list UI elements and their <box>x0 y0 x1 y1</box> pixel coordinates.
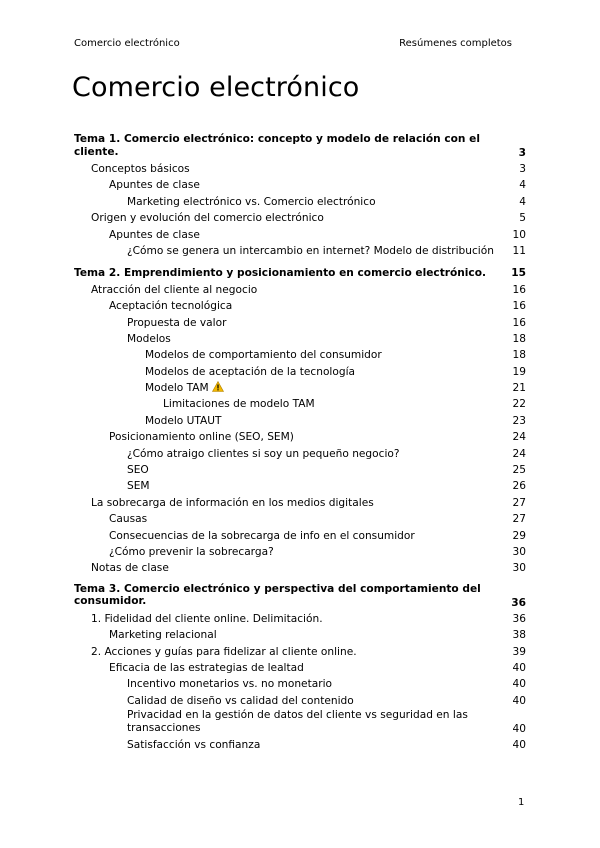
toc-entry-label: Modelos <box>127 332 171 345</box>
toc-entry-label: Causas <box>109 513 148 526</box>
toc-entry[interactable] <box>74 210 526 226</box>
toc-entry-page: 39 <box>512 645 526 658</box>
toc-entry-page: 40 <box>512 661 526 674</box>
toc-entry[interactable] <box>74 282 526 298</box>
toc-entry[interactable] <box>74 396 526 412</box>
toc-entry-label: Privacidad en la gestión de datos del cliente vs seguridad en las transacciones <box>127 709 468 735</box>
toc-entry-label: Marketing relacional <box>109 629 217 642</box>
toc-entry-label: Apuntes de clase <box>109 179 200 192</box>
toc-entry[interactable] <box>74 446 526 462</box>
toc-entry[interactable] <box>74 737 526 753</box>
toc-chapter-entry[interactable] <box>74 265 526 281</box>
toc-entry-label: Consecuencias de la sobrecarga de info en el consumidor <box>109 529 415 542</box>
toc-entry-page: 18 <box>512 349 526 362</box>
toc-entry-page: 4 <box>519 195 526 208</box>
toc-entry-page: 30 <box>512 545 526 558</box>
toc-entry-page: 29 <box>512 529 526 542</box>
toc-entry-label: Modelo UTAUT <box>145 414 222 427</box>
toc-entry[interactable] <box>74 331 526 347</box>
toc-entry-page: 30 <box>512 562 526 575</box>
toc-entry-page: 25 <box>512 464 526 477</box>
toc-entry[interactable] <box>74 194 526 210</box>
toc-entry-page: 3 <box>519 163 526 175</box>
toc-entry-page: 15 <box>511 267 526 280</box>
toc-chapter-entry[interactable] <box>74 133 526 161</box>
toc-entry-page: 5 <box>519 212 526 225</box>
toc-entry-page: 18 <box>512 332 526 345</box>
toc-entry-page: 40 <box>512 694 526 707</box>
toc-entry[interactable] <box>74 298 526 314</box>
toc-entry-page: 22 <box>512 398 526 411</box>
toc-entry[interactable] <box>74 693 526 709</box>
toc-entry-page: 3 <box>518 147 526 159</box>
toc-entry[interactable] <box>74 243 526 259</box>
toc-entry-page: 23 <box>512 414 526 427</box>
warning-icon <box>212 381 224 392</box>
toc-entry-label: Calidad de diseño vs calidad del contenido <box>127 694 354 707</box>
toc-entry-page: 16 <box>512 300 526 313</box>
toc-entry[interactable] <box>74 364 526 380</box>
toc-entry[interactable] <box>74 644 526 660</box>
toc-entry-label: ¿Cómo prevenir la sobrecarga? <box>109 545 274 558</box>
toc-entry[interactable] <box>74 227 526 243</box>
toc-entry-page: 16 <box>512 316 526 329</box>
toc-entry-label: Incentivo monetarios vs. no monetario <box>127 678 333 691</box>
toc-entry-page: 21 <box>512 382 526 395</box>
toc-entry-page: 40 <box>512 723 526 736</box>
toc-entry-page: 27 <box>512 496 526 509</box>
toc-entry-label: SEO <box>127 464 149 477</box>
toc-entry[interactable] <box>74 709 526 737</box>
toc-entry[interactable] <box>74 177 526 193</box>
toc-entry[interactable] <box>74 315 526 331</box>
toc-entry-label: Modelos de comportamiento del consumidor <box>145 349 382 362</box>
toc-entry[interactable] <box>74 511 526 527</box>
page-number: 1 <box>518 797 525 808</box>
toc-entry-page: 40 <box>512 678 526 691</box>
toc-entry[interactable] <box>74 161 526 177</box>
toc-entry[interactable] <box>74 495 526 511</box>
toc-entry[interactable] <box>74 413 526 429</box>
toc-entry-page: 38 <box>512 629 526 642</box>
toc-entry-label: Modelo TAM <box>145 380 224 396</box>
toc-entry-page: 24 <box>512 431 526 444</box>
toc-entry-label: Marketing electrónico vs. Comercio electrónico <box>127 195 376 208</box>
toc-entry-label: Atracción del cliente al negocio <box>91 283 258 296</box>
toc-entry[interactable] <box>74 478 526 494</box>
toc-entry[interactable] <box>74 560 526 576</box>
toc-entry[interactable] <box>74 380 526 396</box>
toc-entry-page: 19 <box>512 365 526 378</box>
toc-entry[interactable] <box>74 429 526 445</box>
toc-entry-page: 36 <box>512 612 526 625</box>
toc-entry[interactable] <box>74 528 526 544</box>
table-of-contents <box>74 133 526 754</box>
document-title: Comercio electrónico <box>72 72 360 103</box>
toc-entry-page: 40 <box>512 739 526 752</box>
toc-entry-label: Tema 2. Emprendimiento y posicionamiento en comercio electrónico. <box>74 267 487 280</box>
toc-entry[interactable] <box>74 544 526 560</box>
toc-entry-label: SEM <box>127 480 150 493</box>
toc-entry[interactable] <box>74 347 526 363</box>
toc-entry-label: Conceptos básicos <box>91 163 190 175</box>
toc-entry-label: 2. Acciones y guías para fidelizar al cliente online. <box>91 645 357 658</box>
toc-entry-page: 11 <box>512 244 526 257</box>
toc-entry-label: Apuntes de clase <box>109 228 200 241</box>
toc-entry-page: 36 <box>511 596 526 609</box>
header-left: Comercio electrónico <box>74 38 180 49</box>
toc-entry-label: Origen y evolución del comercio electrónico <box>91 212 324 225</box>
toc-entry-label: Propuesta de valor <box>127 316 227 329</box>
toc-entry-label: Notas de clase <box>91 562 169 575</box>
toc-entry-label: ¿Cómo se genera un intercambio en internet? Modelo de distribución <box>127 244 494 257</box>
toc-entry-page: 16 <box>512 283 526 296</box>
toc-entry-label: Modelos de aceptación de la tecnología <box>145 365 356 378</box>
toc-entry-label: Eficacia de las estrategias de lealtad <box>109 661 304 674</box>
toc-entry-label: Limitaciones de modelo TAM <box>163 398 315 411</box>
toc-entry-label: Satisfacción vs confianza <box>127 739 261 752</box>
toc-chapter-entry[interactable] <box>74 583 526 611</box>
toc-entry[interactable] <box>74 660 526 676</box>
toc-entry-page: 26 <box>512 480 526 493</box>
toc-entry[interactable] <box>74 611 526 627</box>
toc-entry[interactable] <box>74 676 526 692</box>
toc-entry-label: Posicionamiento online (SEO, SEM) <box>109 431 294 444</box>
toc-entry-label: Aceptación tecnológica <box>109 300 233 313</box>
toc-entry-label: ¿Cómo atraigo clientes si soy un pequeño negocio? <box>127 447 400 460</box>
toc-entry-page: 10 <box>512 228 526 241</box>
toc-entry-page: 4 <box>519 179 526 192</box>
toc-entry-page: 24 <box>512 447 526 460</box>
toc-entry[interactable] <box>74 627 526 643</box>
toc-entry-label: Tema 3. Comercio electrónico y perspectiva del comportamiento del consumidor. <box>74 582 481 608</box>
header-right: Resúmenes completos <box>399 38 512 49</box>
toc-entry-label: La sobrecarga de información en los medios digitales <box>91 496 374 509</box>
toc-entry-label: Tema 1. Comercio electrónico: concepto y modelo de relación con el cliente. <box>74 133 480 158</box>
toc-entry-page: 27 <box>512 513 526 526</box>
toc-entry-label: 1. Fidelidad del cliente online. Delimitación. <box>91 612 323 625</box>
toc-entry[interactable] <box>74 462 526 478</box>
